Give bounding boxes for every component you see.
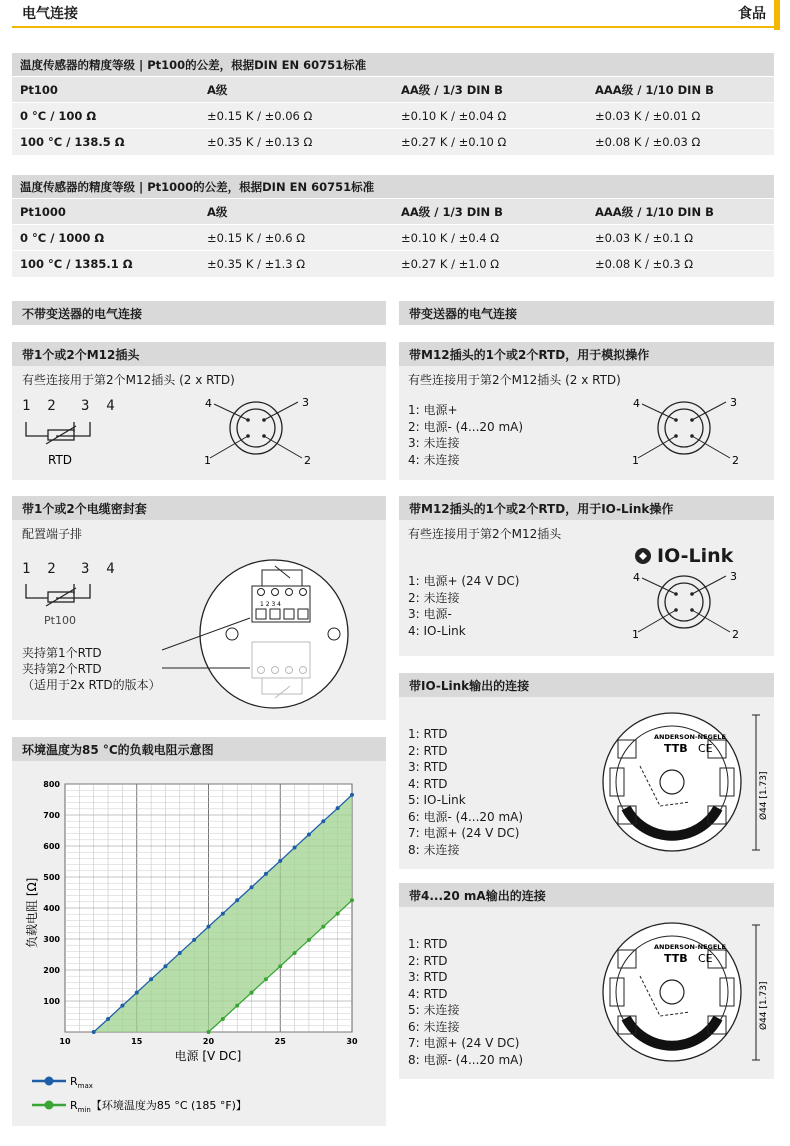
legend-rmax-sub: max	[77, 1082, 93, 1090]
load-resistance-chart	[12, 762, 386, 1126]
legend-label-rmin	[70, 1098, 247, 1114]
table-cell: ±0.15 K / ±0.6 Ω	[199, 225, 393, 251]
pin-list-maout	[408, 936, 523, 1068]
legend-rmax-main: R	[70, 1075, 78, 1088]
y-tick-label: 100	[43, 997, 60, 1006]
y-tick-label: 800	[43, 780, 60, 789]
data-point	[336, 806, 340, 810]
table-cell: ±0.10 K / ±0.04 Ω	[393, 103, 587, 129]
list-item: 8: 未连接	[408, 842, 460, 857]
y-tick-label: 300	[43, 935, 60, 944]
table-header: AA级 / 1/3 DIN B	[393, 77, 587, 103]
panel-note: 有些连接用于第2个M12插头 (2 x RTD)	[408, 373, 621, 387]
table-cell: ±0.15 K / ±0.06 Ω	[199, 103, 393, 129]
data-point	[178, 951, 182, 955]
panel-note: 配置端子排	[22, 527, 83, 541]
pin-label: 2	[304, 454, 311, 467]
data-point	[221, 912, 225, 916]
header-accent	[774, 0, 780, 30]
list-item: 4: RTD	[408, 776, 448, 791]
panel-title: 带1个或2个电缆密封套	[12, 496, 386, 520]
list-item: 3: 电源-	[408, 607, 452, 621]
data-point	[278, 964, 282, 968]
legend-rmin-main: R	[70, 1099, 78, 1112]
data-point	[106, 1017, 110, 1021]
list-item: 6: 电源- (4...20 mA)	[408, 809, 524, 824]
clamp-label-3: （适用于2x RTD的版本）	[22, 678, 161, 692]
legend-marker-rmin	[45, 1101, 54, 1110]
brand-label: ANDERSON-NEGELE	[654, 733, 726, 741]
x-tick-label: 10	[59, 1037, 71, 1046]
page-title: 电气连接	[22, 6, 78, 22]
list-item: 1: 电源+	[408, 403, 458, 417]
panel-title: 带1个或2个M12插头	[12, 342, 386, 366]
data-point	[250, 885, 254, 889]
data-point	[307, 938, 311, 942]
rtd-symbol	[18, 418, 118, 468]
pt100-label: Pt100	[44, 614, 76, 627]
m12-connector-icon	[624, 392, 754, 472]
x-tick-label: 25	[274, 1037, 286, 1046]
data-point	[321, 925, 325, 929]
table-cell: 0 °C / 1000 Ω	[12, 225, 199, 251]
pin-list-iolink	[408, 573, 519, 639]
panel-title: 带4...20 mA输出的连接	[399, 883, 774, 907]
section-title-transmitter: 带变送器的电气连接	[399, 301, 774, 325]
terminal-numbers-small: 1 2 3 4	[260, 601, 281, 608]
model-label: TTB	[664, 952, 688, 965]
data-point	[207, 925, 211, 929]
data-point	[278, 859, 282, 863]
data-point	[264, 977, 268, 981]
pin-label: 4	[633, 571, 640, 584]
pin-label: 2	[732, 454, 739, 467]
page-header	[12, 0, 776, 28]
table-cell: ±0.08 K / ±0.03 Ω	[587, 129, 774, 155]
m12-connector-icon	[196, 392, 326, 472]
rtd-label: RTD	[48, 453, 73, 467]
table-cell: ±0.08 K / ±0.3 Ω	[587, 251, 774, 277]
legend-rmin-note: 【环境温度为85 °C (185 °F)】	[90, 1099, 247, 1112]
x-axis-label: 电源 [V DC]	[174, 1049, 242, 1063]
list-item: 8: 电源- (4...20 mA)	[408, 1052, 524, 1067]
table-header: AAA级 / 1/10 DIN B	[587, 77, 774, 103]
list-item: 4: IO-Link	[408, 623, 466, 638]
y-tick-label: 400	[43, 904, 60, 913]
panel-title: 带IO-Link输出的连接	[399, 673, 774, 697]
list-item: 3: RTD	[408, 970, 448, 984]
pin-label: 1	[632, 628, 639, 641]
list-item: 6: 未连接	[408, 1019, 460, 1034]
clamp-label-1: 夹持第1个RTD	[22, 646, 102, 660]
pin-label: 4	[633, 397, 640, 410]
list-item: 7: 电源+ (24 V DC)	[408, 826, 520, 840]
transmitter-diagram	[600, 710, 772, 860]
table-cell: ±0.03 K / ±0.01 Ω	[587, 103, 774, 129]
table-cell: ±0.10 K / ±0.4 Ω	[393, 225, 587, 251]
data-point	[350, 898, 354, 902]
chart-title: 环境温度为85 °C的负载电阻示意图	[12, 737, 386, 761]
table-caption: 温度传感器的精度等级 | Pt100的公差，根据DIN EN 60751标准	[12, 53, 774, 77]
data-point	[293, 951, 297, 955]
y-tick-label: 200	[43, 966, 60, 975]
data-point	[293, 846, 297, 850]
m12-connector-icon	[624, 566, 754, 646]
pin-label: 1	[632, 454, 639, 467]
data-point	[149, 977, 153, 981]
table-header: Pt1000	[12, 199, 199, 225]
data-point	[135, 991, 139, 995]
panel-note: 有些连接用于第2个M12插头 (2 x RTD)	[22, 373, 235, 387]
list-item: 1: RTD	[408, 727, 448, 741]
panel-title: 带M12插头的1个或2个RTD，用于模拟操作	[399, 342, 774, 366]
list-item: 4: 未连接	[408, 452, 460, 467]
table-cell: ±0.03 K / ±0.1 Ω	[587, 225, 774, 251]
list-item: 3: 未连接	[408, 436, 460, 450]
table-cell: ±0.27 K / ±1.0 Ω	[393, 251, 587, 277]
model-label: TTB	[664, 742, 688, 755]
data-point	[192, 938, 196, 942]
data-point	[250, 991, 254, 995]
legend-rmin-sub: min	[77, 1106, 91, 1114]
ce-mark: CE	[698, 952, 713, 965]
list-item: 3: RTD	[408, 760, 448, 774]
list-item: 2: RTD	[408, 743, 448, 758]
brand-label: ANDERSON-NEGELE	[654, 943, 726, 951]
data-point	[350, 793, 354, 797]
data-point	[307, 833, 311, 837]
table-cell: ±0.35 K / ±0.13 Ω	[199, 129, 393, 155]
data-point	[92, 1030, 96, 1034]
list-item: 5: 未连接	[408, 1003, 460, 1017]
table-cell: 100 °C / 1385.1 Ω	[12, 251, 199, 277]
legend-marker-rmax	[45, 1077, 54, 1086]
chart-legend	[32, 1075, 247, 1114]
table-cell: ±0.35 K / ±1.3 Ω	[199, 251, 393, 277]
table-header: A级	[199, 199, 393, 225]
transmitter-diagram	[600, 920, 772, 1070]
legend-label-rmax	[70, 1075, 93, 1090]
list-item: 5: IO-Link	[408, 793, 466, 807]
table-header: AA级 / 1/3 DIN B	[393, 199, 587, 225]
terminal-numbers: 1 2 3 4	[22, 561, 115, 577]
x-tick-label: 20	[202, 1037, 215, 1046]
panel-note: 有些连接用于第2个M12插头	[408, 527, 562, 541]
pt100-symbol	[18, 580, 118, 630]
pin-list-ioout	[408, 726, 523, 858]
x-tick-label: 15	[131, 1037, 143, 1046]
pin-label: 4	[205, 397, 212, 410]
table-cell: 0 °C / 100 Ω	[12, 103, 199, 129]
table-cell: 100 °C / 138.5 Ω	[12, 129, 199, 155]
section-title-no-transmitter: 不带变送器的电气连接	[12, 301, 386, 325]
data-point	[235, 1004, 239, 1008]
pin-label: 3	[730, 570, 737, 583]
list-item: 2: 电源- (4...20 mA)	[408, 419, 524, 434]
accuracy-table-pt100	[12, 52, 774, 155]
y-tick-label: 500	[43, 873, 60, 882]
list-item: 2: 未连接	[408, 590, 460, 605]
data-point	[235, 898, 239, 902]
pin-list-analog	[408, 402, 523, 468]
data-point	[163, 964, 167, 968]
pin-label: 3	[730, 396, 737, 409]
list-item: 1: 电源+ (24 V DC)	[408, 574, 520, 588]
data-point	[264, 872, 268, 876]
terminal-block-diagram	[150, 558, 382, 718]
iolink-logo	[634, 545, 733, 567]
clamp-label-2: 夹持第2个RTD	[22, 662, 102, 676]
table-header: AAA级 / 1/10 DIN B	[587, 199, 774, 225]
y-tick-label: 600	[43, 842, 60, 851]
data-point	[336, 912, 340, 916]
panel-title: 带M12插头的1个或2个RTD，用于IO-Link操作	[399, 496, 774, 520]
dimension-label: Ø44 [1.73]	[759, 981, 769, 1030]
list-item: 4: RTD	[408, 986, 448, 1001]
data-point	[221, 1017, 225, 1021]
ce-mark: CE	[698, 742, 713, 755]
dimension-label: Ø44 [1.73]	[759, 771, 769, 820]
category-label: 食品	[738, 6, 766, 22]
pin-label: 1	[204, 454, 211, 467]
x-tick-label: 30	[346, 1037, 358, 1046]
terminal-numbers: 1 2 3 4	[22, 398, 115, 414]
y-tick-label: 700	[43, 811, 60, 820]
iolink-icon	[634, 547, 652, 565]
data-point	[120, 1004, 124, 1008]
data-point	[321, 819, 325, 823]
pin-label: 3	[302, 396, 309, 409]
list-item: 2: RTD	[408, 953, 448, 968]
pin-label: 2	[732, 628, 739, 641]
accuracy-table-pt1000	[12, 174, 774, 277]
table-header: Pt100	[12, 77, 199, 103]
iolink-logo-text: IO-Link	[657, 545, 734, 567]
data-point	[207, 1030, 211, 1034]
list-item: 7: 电源+ (24 V DC)	[408, 1036, 520, 1050]
list-item: 1: RTD	[408, 937, 448, 951]
table-caption: 温度传感器的精度等级 | Pt1000的公差，根据DIN EN 60751标准	[12, 175, 774, 199]
table-cell: ±0.27 K / ±0.10 Ω	[393, 129, 587, 155]
y-axis-label: 负载电阻 [Ω]	[25, 877, 39, 948]
table-header: A级	[199, 77, 393, 103]
